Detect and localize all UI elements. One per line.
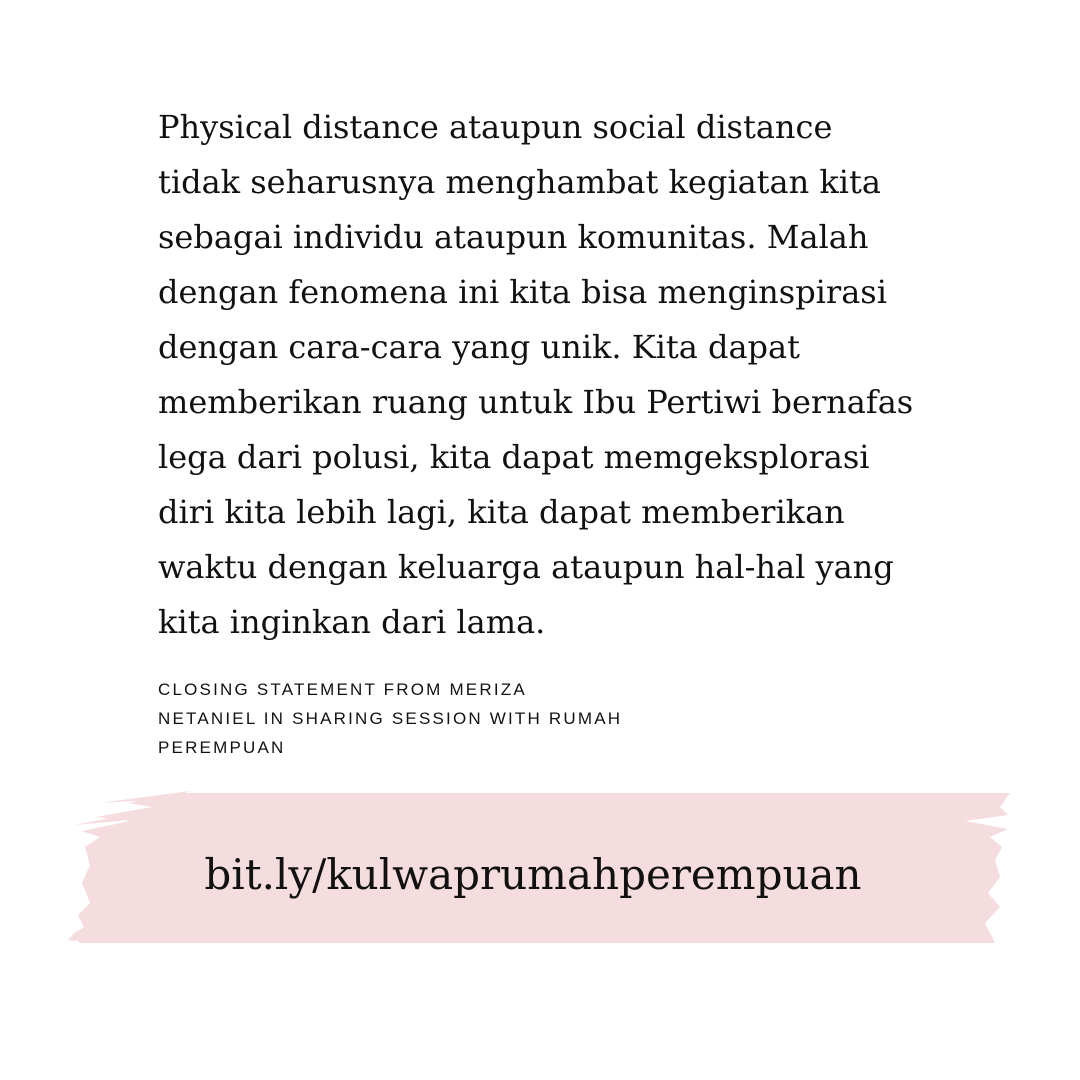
quote-line: memberikan ruang untuk Ibu Pertiwi bernafas [158,383,914,421]
quote-line: dengan cara-cara yang unik. Kita dapat [158,328,800,366]
attribution-line: PEREMPUAN [158,738,286,757]
attribution-line: CLOSING STATEMENT FROM MERIZA [158,680,527,699]
quote-line: dengan fenomena ini kita bisa menginspirasi [158,273,887,311]
quote-line: sebagai individu ataupun komunitas. Malah [158,218,869,256]
url-link[interactable]: bit.ly/kulwaprumahperempuan [204,850,862,899]
quote-line: tidak seharusnya menghambat kegiatan kita [158,163,881,201]
attribution-caption [158,675,718,762]
quote-text [158,100,948,650]
attribution-line: NETANIEL IN SHARING SESSION WITH RUMAH [158,709,623,728]
quote-line: diri kita lebih lagi, kita dapat memberikan [158,493,845,531]
quote-line: Physical distance ataupun social distance [158,108,833,146]
quote-line: kita inginkan dari lama. [158,603,546,641]
quote-line: waktu dengan keluarga ataupun hal-hal yang [158,548,894,586]
quote-line: lega dari polusi, kita dapat memgeksplorasi [158,438,870,476]
